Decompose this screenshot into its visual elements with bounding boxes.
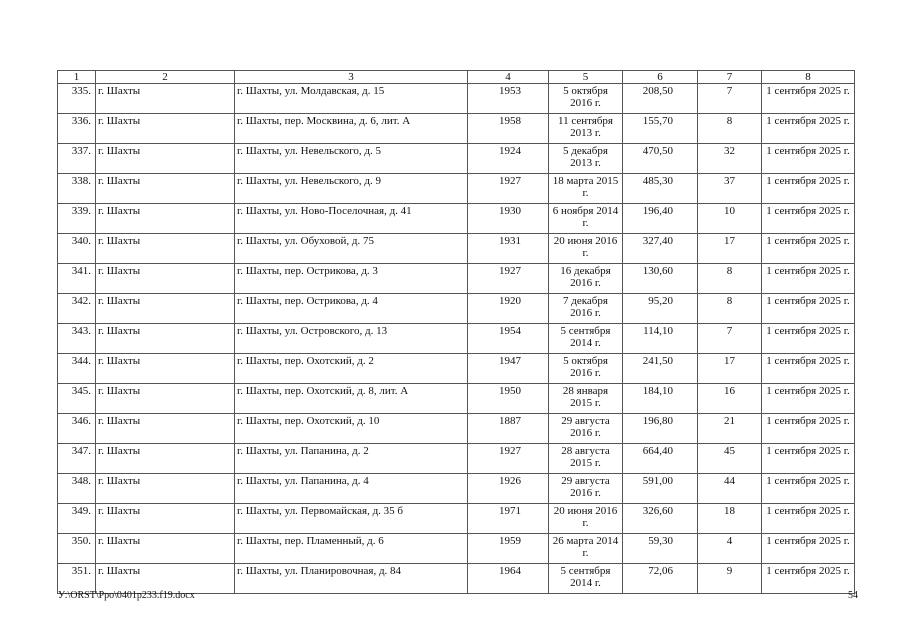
address-cell: г. Шахты, пер. Острикова, д. 3 (235, 264, 468, 294)
row-number: 350. (58, 534, 96, 564)
year-cell: 1887 (468, 414, 549, 444)
table-row (58, 144, 855, 174)
year-cell: 1959 (468, 534, 549, 564)
city-cell: г. Шахты (96, 564, 235, 594)
count-cell: 7 (698, 324, 762, 354)
count-cell: 10 (698, 204, 762, 234)
year-cell: 1927 (468, 444, 549, 474)
address-cell: г. Шахты, пер. Охотский, д. 10 (235, 414, 468, 444)
area-cell: 241,50 (623, 354, 698, 384)
city-cell: г. Шахты (96, 354, 235, 384)
area-cell: 326,60 (623, 504, 698, 534)
count-cell: 32 (698, 144, 762, 174)
row-number: 346. (58, 414, 96, 444)
row-number: 351. (58, 564, 96, 594)
date-cell: 16 декабря 2016 г. (549, 264, 623, 294)
date-cell: 5 сентября 2014 г. (549, 324, 623, 354)
date-cell: 5 октября 2016 г. (549, 354, 623, 384)
deadline-cell: 1 сентября 2025 г. (762, 174, 855, 204)
table-row (58, 204, 855, 234)
address-cell: г. Шахты, ул. Папанина, д. 2 (235, 444, 468, 474)
column-number: 7 (698, 71, 762, 84)
count-cell: 8 (698, 294, 762, 324)
table-row (58, 234, 855, 264)
deadline-cell: 1 сентября 2025 г. (762, 474, 855, 504)
column-number: 1 (58, 71, 96, 84)
date-cell: 29 августа 2016 г. (549, 414, 623, 444)
deadline-cell: 1 сентября 2025 г. (762, 294, 855, 324)
column-number: 3 (235, 71, 468, 84)
row-number: 341. (58, 264, 96, 294)
area-cell: 114,10 (623, 324, 698, 354)
deadline-cell: 1 сентября 2025 г. (762, 384, 855, 414)
table-row (58, 324, 855, 354)
column-number: 8 (762, 71, 855, 84)
table-row (58, 174, 855, 204)
row-number: 343. (58, 324, 96, 354)
area-cell: 72,06 (623, 564, 698, 594)
date-cell: 20 июня 2016 г. (549, 504, 623, 534)
count-cell: 45 (698, 444, 762, 474)
date-cell: 26 марта 2014 г. (549, 534, 623, 564)
row-number: 349. (58, 504, 96, 534)
area-cell: 664,40 (623, 444, 698, 474)
deadline-cell: 1 сентября 2025 г. (762, 414, 855, 444)
count-cell: 44 (698, 474, 762, 504)
year-cell: 1931 (468, 234, 549, 264)
year-cell: 1964 (468, 564, 549, 594)
city-cell: г. Шахты (96, 174, 235, 204)
year-cell: 1971 (468, 504, 549, 534)
city-cell: г. Шахты (96, 384, 235, 414)
area-cell: 95,20 (623, 294, 698, 324)
date-cell: 5 декабря 2013 г. (549, 144, 623, 174)
date-cell: 7 декабря 2016 г. (549, 294, 623, 324)
deadline-cell: 1 сентября 2025 г. (762, 144, 855, 174)
table-row (58, 504, 855, 534)
year-cell: 1927 (468, 174, 549, 204)
address-cell: г. Шахты, ул. Невельского, д. 9 (235, 174, 468, 204)
address-cell: г. Шахты, ул. Первомайская, д. 35 б (235, 504, 468, 534)
deadline-cell: 1 сентября 2025 г. (762, 564, 855, 594)
row-number: 348. (58, 474, 96, 504)
count-cell: 4 (698, 534, 762, 564)
area-cell: 327,40 (623, 234, 698, 264)
row-number: 347. (58, 444, 96, 474)
date-cell: 20 июня 2016 г. (549, 234, 623, 264)
table-row (58, 84, 855, 114)
date-cell: 6 ноября 2014 г. (549, 204, 623, 234)
city-cell: г. Шахты (96, 444, 235, 474)
row-number: 339. (58, 204, 96, 234)
city-cell: г. Шахты (96, 414, 235, 444)
city-cell: г. Шахты (96, 294, 235, 324)
table-row (58, 564, 855, 594)
column-number: 6 (623, 71, 698, 84)
city-cell: г. Шахты (96, 144, 235, 174)
page-number: 54 (848, 590, 858, 601)
deadline-cell: 1 сентября 2025 г. (762, 354, 855, 384)
year-cell: 1920 (468, 294, 549, 324)
year-cell: 1927 (468, 264, 549, 294)
city-cell: г. Шахты (96, 234, 235, 264)
count-cell: 9 (698, 564, 762, 594)
deadline-cell: 1 сентября 2025 г. (762, 504, 855, 534)
area-cell: 196,40 (623, 204, 698, 234)
row-number: 336. (58, 114, 96, 144)
count-cell: 16 (698, 384, 762, 414)
column-number: 2 (96, 71, 235, 84)
city-cell: г. Шахты (96, 534, 235, 564)
deadline-cell: 1 сентября 2025 г. (762, 444, 855, 474)
deadline-cell: 1 сентября 2025 г. (762, 534, 855, 564)
table-row (58, 414, 855, 444)
year-cell: 1947 (468, 354, 549, 384)
table-row (58, 114, 855, 144)
table-row (58, 444, 855, 474)
city-cell: г. Шахты (96, 474, 235, 504)
row-number: 345. (58, 384, 96, 414)
date-cell: 5 октября 2016 г. (549, 84, 623, 114)
deadline-cell: 1 сентября 2025 г. (762, 204, 855, 234)
date-cell: 28 января 2015 г. (549, 384, 623, 414)
table-row (58, 264, 855, 294)
count-cell: 17 (698, 354, 762, 384)
row-number: 344. (58, 354, 96, 384)
column-number: 4 (468, 71, 549, 84)
date-cell: 29 августа 2016 г. (549, 474, 623, 504)
count-cell: 8 (698, 114, 762, 144)
file-path-footer: У:\ORST\Ppo\0401p233.f19.docx (58, 590, 195, 601)
area-cell: 470,50 (623, 144, 698, 174)
table-row (58, 294, 855, 324)
city-cell: г. Шахты (96, 114, 235, 144)
count-cell: 37 (698, 174, 762, 204)
address-cell: г. Шахты, ул. Невельского, д. 5 (235, 144, 468, 174)
table-row (58, 354, 855, 384)
address-cell: г. Шахты, ул. Молдавская, д. 15 (235, 84, 468, 114)
row-number: 335. (58, 84, 96, 114)
address-cell: г. Шахты, пер. Острикова, д. 4 (235, 294, 468, 324)
deadline-cell: 1 сентября 2025 г. (762, 84, 855, 114)
year-cell: 1930 (468, 204, 549, 234)
city-cell: г. Шахты (96, 504, 235, 534)
deadline-cell: 1 сентября 2025 г. (762, 264, 855, 294)
address-cell: г. Шахты, пер. Пламенный, д. 6 (235, 534, 468, 564)
count-cell: 17 (698, 234, 762, 264)
year-cell: 1953 (468, 84, 549, 114)
address-cell: г. Шахты, ул. Папанина, д. 4 (235, 474, 468, 504)
row-number: 337. (58, 144, 96, 174)
address-cell: г. Шахты, пер. Охотский, д. 8, лит. А (235, 384, 468, 414)
table-row (58, 384, 855, 414)
address-cell: г. Шахты, пер. Москвина, д. 6, лит. А (235, 114, 468, 144)
area-cell: 485,30 (623, 174, 698, 204)
address-cell: г. Шахты, ул. Планировочная, д. 84 (235, 564, 468, 594)
date-cell: 11 сентября 2013 г. (549, 114, 623, 144)
area-cell: 59,30 (623, 534, 698, 564)
city-cell: г. Шахты (96, 204, 235, 234)
count-cell: 21 (698, 414, 762, 444)
area-cell: 591,00 (623, 474, 698, 504)
deadline-cell: 1 сентября 2025 г. (762, 114, 855, 144)
year-cell: 1924 (468, 144, 549, 174)
year-cell: 1958 (468, 114, 549, 144)
city-cell: г. Шахты (96, 264, 235, 294)
deadline-cell: 1 сентября 2025 г. (762, 234, 855, 264)
date-cell: 5 сентября 2014 г. (549, 564, 623, 594)
count-cell: 8 (698, 264, 762, 294)
year-cell: 1926 (468, 474, 549, 504)
table-row (58, 534, 855, 564)
year-cell: 1954 (468, 324, 549, 354)
row-number: 338. (58, 174, 96, 204)
register-table (57, 70, 855, 594)
area-cell: 208,50 (623, 84, 698, 114)
address-cell: г. Шахты, ул. Островского, д. 13 (235, 324, 468, 354)
area-cell: 184,10 (623, 384, 698, 414)
column-number-header-row (58, 71, 855, 84)
deadline-cell: 1 сентября 2025 г. (762, 324, 855, 354)
row-number: 340. (58, 234, 96, 264)
count-cell: 7 (698, 84, 762, 114)
address-cell: г. Шахты, пер. Охотский, д. 2 (235, 354, 468, 384)
date-cell: 18 марта 2015 г. (549, 174, 623, 204)
area-cell: 155,70 (623, 114, 698, 144)
date-cell: 28 августа 2015 г. (549, 444, 623, 474)
address-cell: г. Шахты, ул. Ново-Поселочная, д. 41 (235, 204, 468, 234)
column-number: 5 (549, 71, 623, 84)
city-cell: г. Шахты (96, 324, 235, 354)
city-cell: г. Шахты (96, 84, 235, 114)
area-cell: 130,60 (623, 264, 698, 294)
row-number: 342. (58, 294, 96, 324)
year-cell: 1950 (468, 384, 549, 414)
area-cell: 196,80 (623, 414, 698, 444)
count-cell: 18 (698, 504, 762, 534)
table-row (58, 474, 855, 504)
address-cell: г. Шахты, ул. Обуховой, д. 75 (235, 234, 468, 264)
